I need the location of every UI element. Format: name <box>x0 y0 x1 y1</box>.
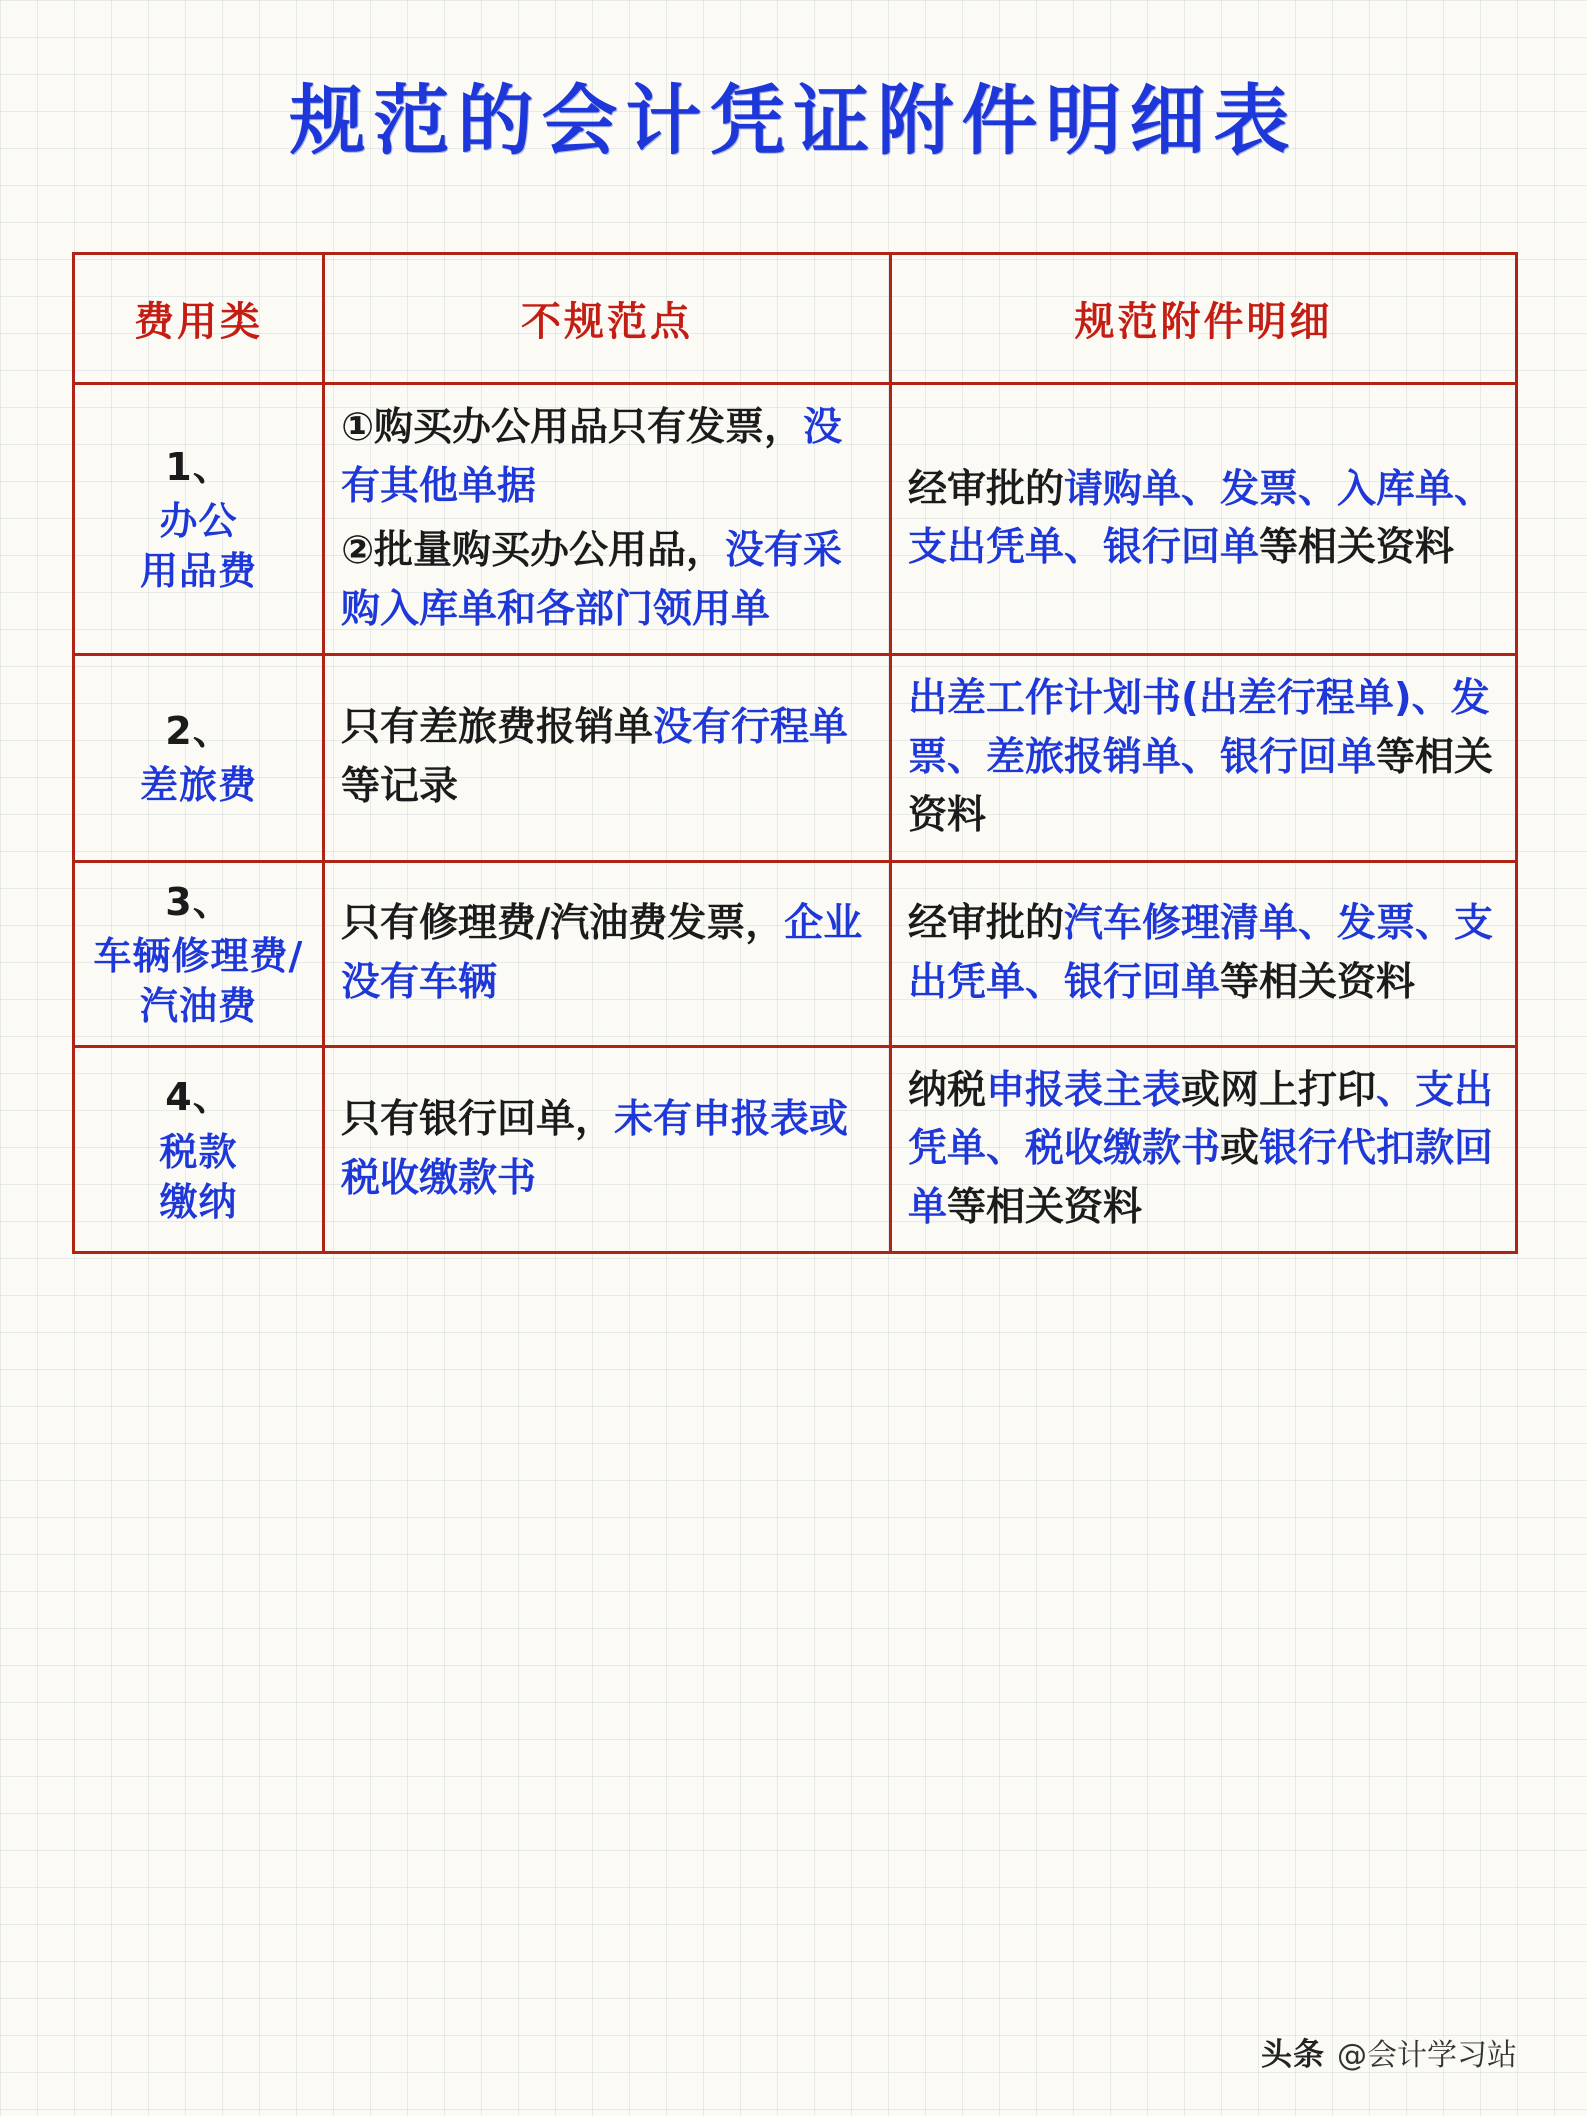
standard-3-black2: 等相关资料 <box>1220 959 1416 1005</box>
column-header-issues: 不规范点 <box>324 254 891 384</box>
category-line-4b: 缴纳 <box>159 1179 238 1224</box>
table-row <box>74 861 1517 1046</box>
issue-text-2a-blue: 没有行程单 <box>653 705 849 751</box>
standard-4-blue2: 、支出凭单、税收缴款书 <box>908 1067 1494 1172</box>
issue-item-1a <box>341 399 873 516</box>
table-row <box>74 384 1517 655</box>
voucher-attachment-table <box>72 252 1518 1254</box>
cell-standard-1 <box>891 384 1517 655</box>
cell-issues-4 <box>324 1046 891 1253</box>
cell-standard-2 <box>891 655 1517 862</box>
category-line-1b: 用品费 <box>139 549 257 594</box>
table-header-row <box>74 254 1517 384</box>
standard-4-black1: 纳税 <box>908 1067 987 1113</box>
category-line-1a: 办公 <box>159 498 238 543</box>
cell-issues-2 <box>324 655 891 862</box>
category-line-2a: 差旅费 <box>139 762 257 807</box>
issue-text-3a-black: 只有修理费/汽油费发票， <box>341 901 785 947</box>
category-line-4a: 税款 <box>159 1129 238 1174</box>
cell-standard-4 <box>891 1046 1517 1253</box>
standard-text-2 <box>908 670 1499 846</box>
issue-text-1a-black: 购买办公用品只有发票， <box>374 405 804 450</box>
issue-text-1b-black: 批量购买办公用品， <box>374 528 726 573</box>
issue-text-1a-blue: 没有其他单据 <box>341 405 843 509</box>
issue-item-3a <box>341 895 873 1012</box>
issue-text-4a-blue: 未有申报表或税收缴款书 <box>341 1097 849 1201</box>
standard-4-blue1: 申报表主表 <box>986 1067 1182 1113</box>
standard-4-black3: 或 <box>1220 1126 1260 1172</box>
category-line-3a: 车辆修理费/ <box>93 933 304 978</box>
standard-3-blue1: 汽车修理清单、发票、支出凭单、银行回单 <box>908 901 1494 1005</box>
standard-text-3 <box>908 895 1499 1012</box>
issue-marker-1a: ① <box>341 405 375 450</box>
issue-marker-1b: ② <box>341 528 375 573</box>
standard-3-black1: 经审批的 <box>908 901 1065 947</box>
issue-text-1b-blue: 没有采购入库单和各部门领用单 <box>341 528 843 632</box>
cell-category-3 <box>74 861 324 1046</box>
standard-2-blue1: 出差工作计划书(出差行程单)、发票、差旅报销单、银行回单 <box>908 676 1490 780</box>
standard-1-black1: 经审批的 <box>908 466 1065 512</box>
watermark-footer <box>1261 2029 1517 2074</box>
account-name: @会计学习站 <box>1337 2037 1517 2073</box>
standard-1-black2: 等相关资料 <box>1259 525 1455 570</box>
standard-4-black2: 或网上打印 <box>1181 1067 1377 1113</box>
standard-4-blue3: 银行代扣款回单 <box>908 1126 1494 1230</box>
issue-text-3a-blue: 企业没有车辆 <box>341 901 863 1005</box>
row-index-3: 3、 <box>165 879 232 924</box>
standard-text-4 <box>908 1062 1499 1238</box>
issue-text-2a-black: 只有差旅费报销单 <box>341 705 654 751</box>
cell-category-1 <box>74 384 324 655</box>
standard-2-black2: 等相关资料 <box>908 734 1494 838</box>
standard-1-blue1: 请购单、发票、入库单、支出凭单、银行回单 <box>908 466 1494 570</box>
row-index-2: 2、 <box>165 708 232 753</box>
standard-text-1 <box>908 461 1499 578</box>
table-row <box>74 655 1517 862</box>
cell-issues-3 <box>324 861 891 1046</box>
issue-text-2a-black2: 等记录 <box>341 763 459 809</box>
row-index-4: 4、 <box>165 1075 232 1120</box>
page-title: 规范的会计凭证附件明细表 <box>289 76 1298 165</box>
toutiao-logo: 头条 <box>1261 2037 1325 2073</box>
cell-category-4 <box>74 1046 324 1253</box>
issue-item-1b <box>341 522 873 639</box>
cell-standard-3 <box>891 861 1517 1046</box>
column-header-expense-type: 费用类 <box>74 254 324 384</box>
column-header-standard-attachments: 规范附件明细 <box>891 254 1517 384</box>
cell-issues-1 <box>324 384 891 655</box>
row-index-1: 1、 <box>165 444 232 489</box>
issue-text-4a-black: 只有银行回单， <box>341 1097 615 1143</box>
cell-category-2 <box>74 655 324 862</box>
issue-item-4a <box>341 1091 873 1208</box>
standard-4-black4: 等相关资料 <box>947 1184 1143 1230</box>
issue-item-2a <box>341 699 873 816</box>
category-line-3b: 汽油费 <box>139 983 257 1028</box>
table-row <box>74 1046 1517 1253</box>
